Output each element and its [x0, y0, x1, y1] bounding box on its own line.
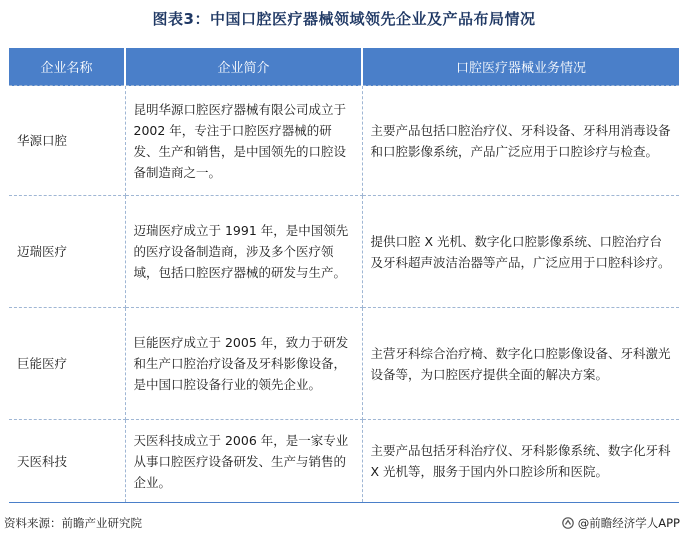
page-title: 图表3：中国口腔医疗器械领域领先企业及产品布局情况 — [152, 10, 536, 28]
company-intro-cell: 迈瑞医疗成立于 1991 年，是中国领先的医疗设备制造商，涉及多个医疗领域，包括口腔医疗器械的研发与生产。 — [125, 196, 362, 308]
table-row — [9, 196, 679, 308]
company-name-cell: 巨能医疗 — [9, 308, 125, 420]
business-cell: 主要产品包括牙科治疗仪、牙科影像系统、数字化牙科 X 光机等，服务于国内外口腔诊所和医院。 — [362, 420, 679, 503]
table-row — [9, 86, 679, 196]
brand-text: @前瞻经济学人APP — [577, 516, 680, 530]
company-name-cell: 华源口腔 — [9, 86, 125, 196]
business-cell: 主要产品包括口腔治疗仪、牙科设备、牙科用消毒设备和口腔影像系统，产品广泛应用于口腔诊疗与检查。 — [362, 86, 679, 196]
header-company-intro: 企业简介 — [125, 48, 362, 86]
header-company-name: 企业名称 — [9, 48, 125, 86]
source-note: 资料来源：前瞻产业研究院 — [4, 516, 142, 530]
company-name-cell: 天医科技 — [9, 420, 125, 503]
business-cell: 提供口腔 X 光机、数字化口腔影像系统、口腔治疗台及牙科超声波洁治器等产品，广泛应用于口腔科诊疗。 — [362, 196, 679, 308]
company-intro-cell: 巨能医疗成立于 2005 年，致力于研发和生产口腔治疗设备及牙科影像设备，是中国口腔设备行业的领先企业。 — [125, 308, 362, 420]
table-row — [9, 420, 679, 503]
header-business: 口腔医疗器械业务情况 — [362, 48, 679, 86]
enterprise-table — [9, 48, 679, 503]
table-header-row — [9, 48, 679, 86]
footer — [4, 515, 680, 531]
company-intro-cell: 昆明华源口腔医疗器械有限公司成立于 2002 年，专注于口腔医疗器械的研发、生产和销售，是中国领先的口腔设备制造商之一。 — [125, 86, 362, 196]
company-intro-cell: 天医科技成立于 2006 年，是一家专业从事口腔医疗设备研发、生产与销售的企业。 — [125, 420, 362, 503]
company-name-cell: 迈瑞医疗 — [9, 196, 125, 308]
brand-credit — [562, 515, 680, 531]
table-row — [9, 308, 679, 420]
business-cell: 主营牙科综合治疗椅、数字化口腔影像设备、牙科激光设备等，为口腔医疗提供全面的解决方案。 — [362, 308, 679, 420]
qianzhan-logo-icon — [562, 517, 574, 529]
